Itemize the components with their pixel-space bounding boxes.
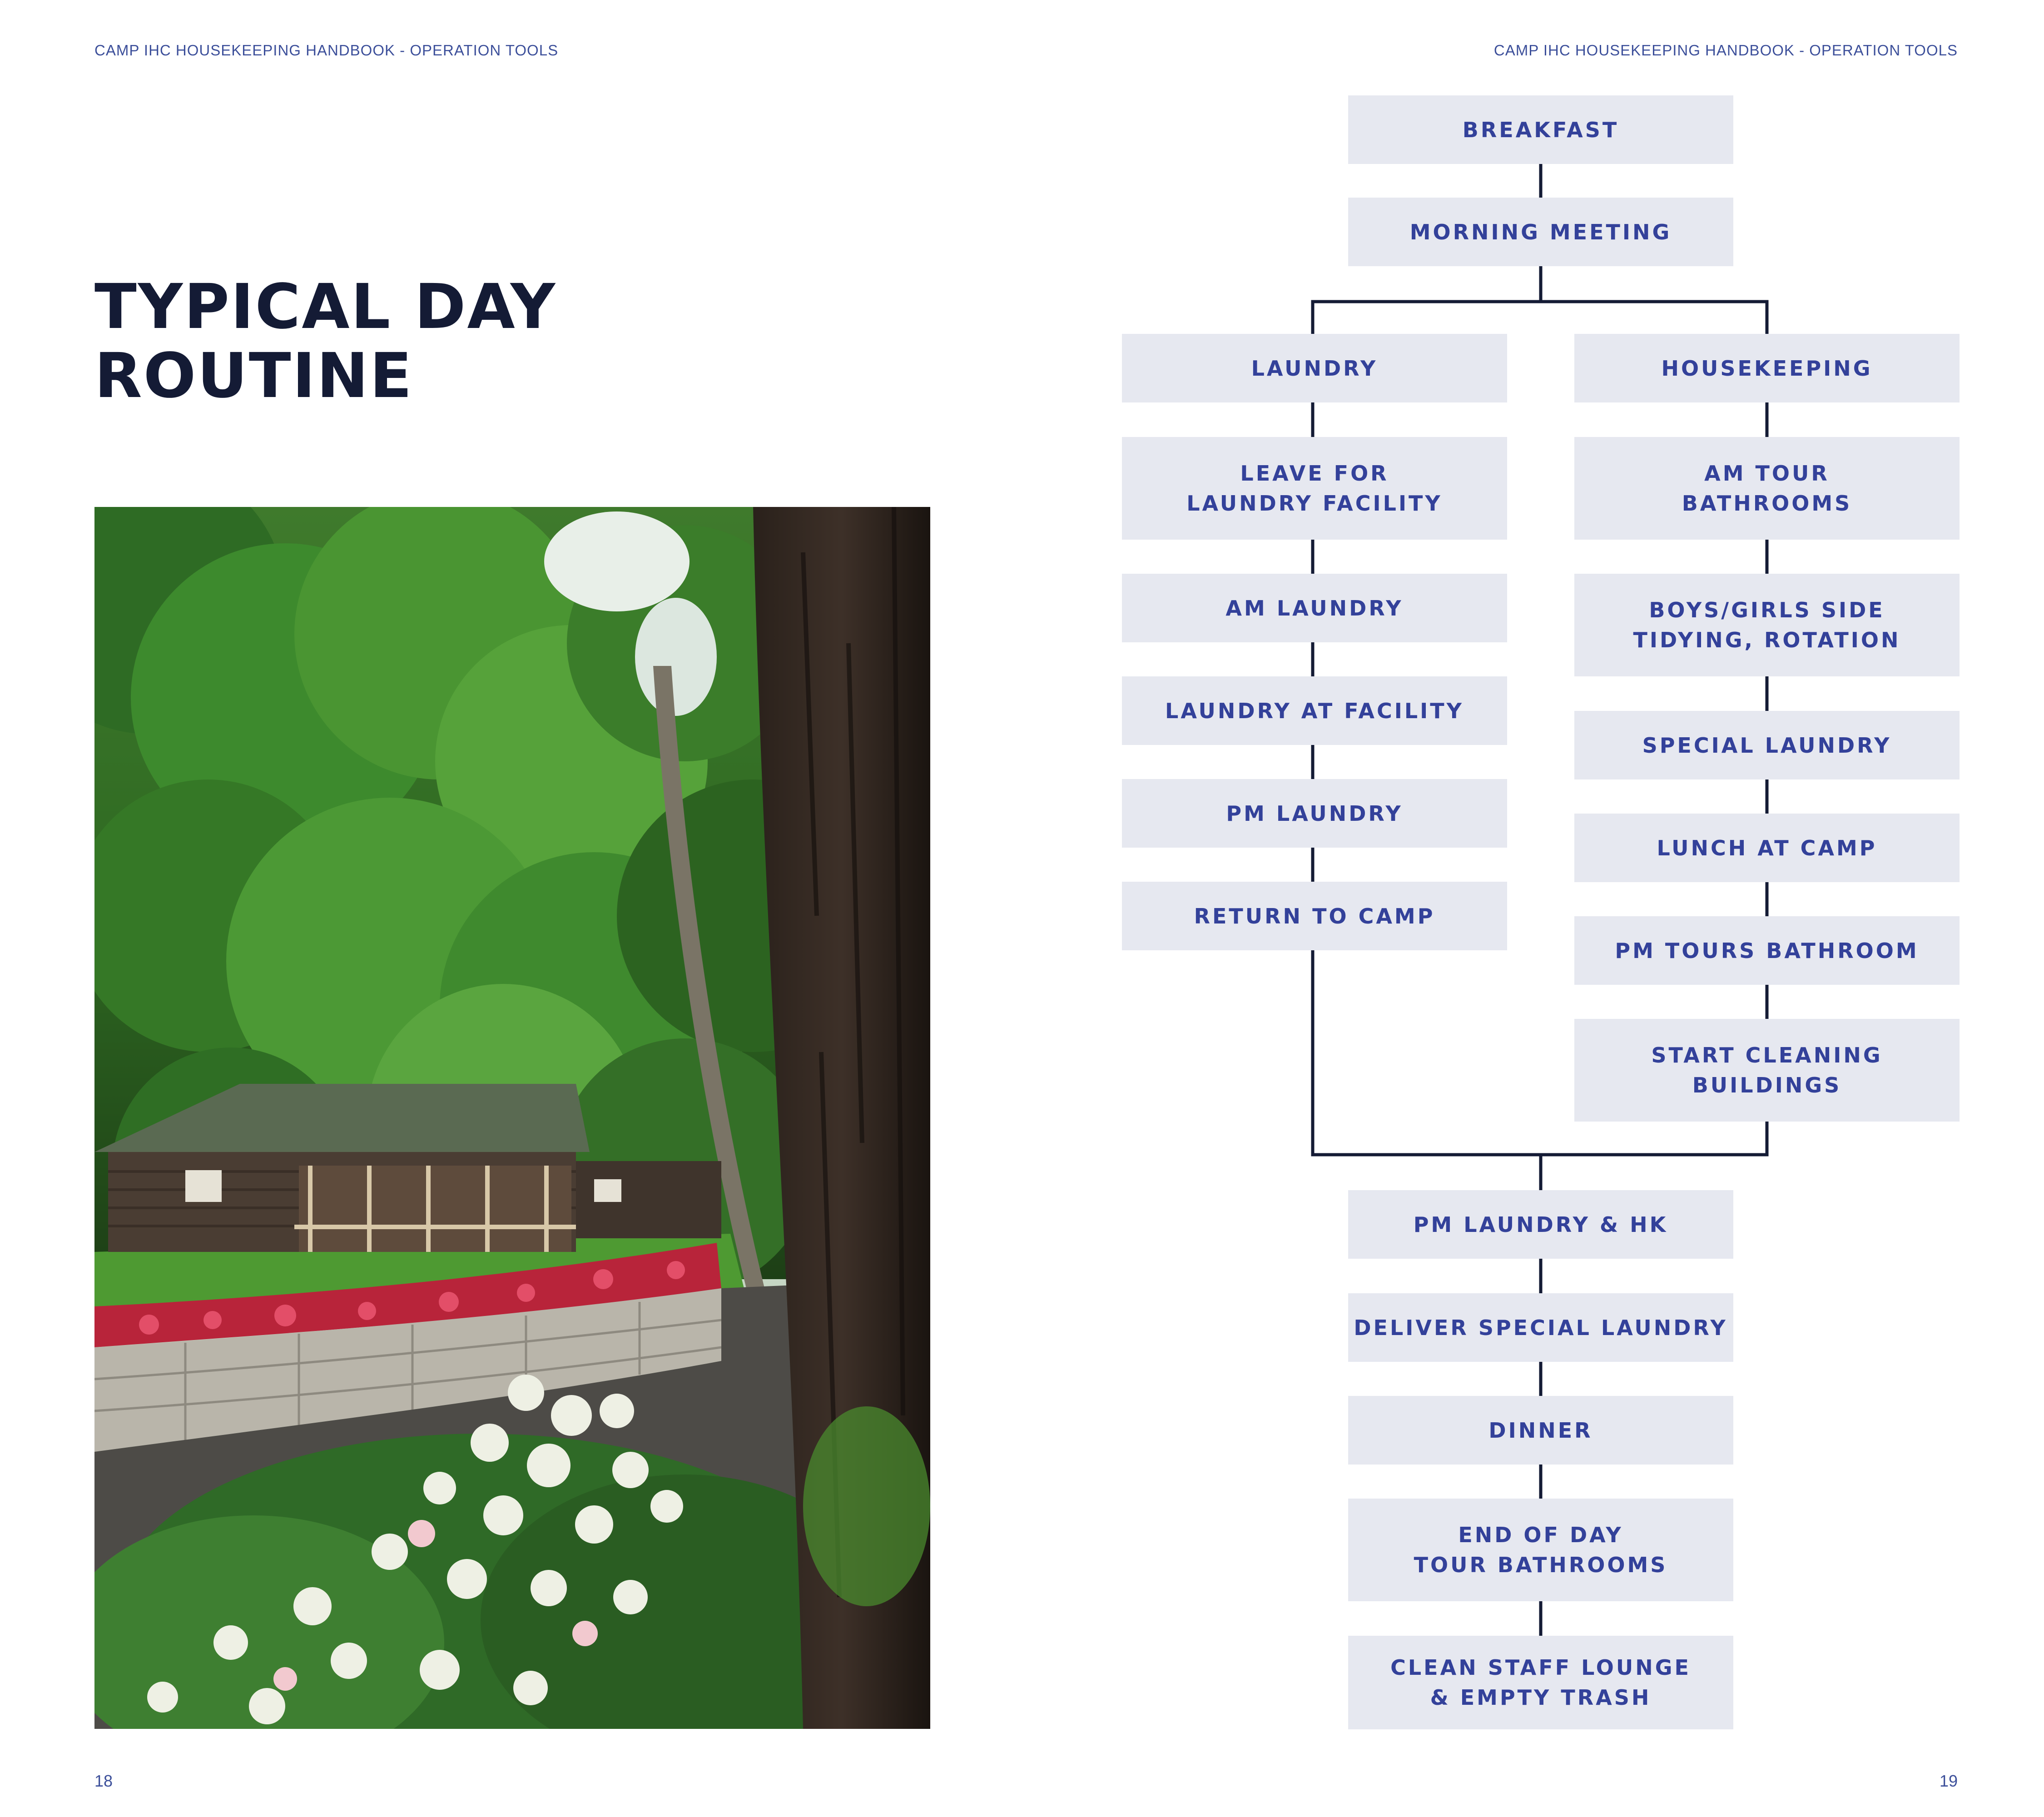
camp-cabin-illustration	[94, 507, 930, 1729]
laundry-step-at-facility: LAUNDRY AT FACILITY	[1122, 676, 1507, 745]
laundry-step-leave-facility: LEAVE FOR LAUNDRY FACILITY	[1122, 437, 1507, 540]
evening-step-deliver-special-laundry: DELIVER SPECIAL LAUNDRY	[1348, 1293, 1733, 1362]
hk-step-side-tidying: BOYS/GIRLS SIDE TIDYING, ROTATION	[1574, 574, 1960, 676]
running-header-left: CAMP IHC HOUSEKEEPING HANDBOOK - OPERATION TOOLS	[94, 42, 559, 59]
page-number-right: 19	[1939, 1772, 1958, 1790]
page-title	[94, 273, 556, 411]
laundry-step-return-to-camp: RETURN TO CAMP	[1122, 882, 1507, 950]
branch-laundry-header: LAUNDRY	[1122, 334, 1507, 402]
step-breakfast: BREAKFAST	[1348, 95, 1733, 164]
hk-step-lunch-at-camp: LUNCH AT CAMP	[1574, 814, 1960, 882]
page-number-left: 18	[94, 1772, 113, 1790]
hk-step-start-cleaning-buildings: START CLEANING BUILDINGS	[1574, 1019, 1960, 1122]
camp-cabin-photo	[94, 507, 930, 1729]
evening-step-pm-laundry-hk: PM LAUNDRY & HK	[1348, 1190, 1733, 1259]
evening-step-end-of-day-tour: END OF DAY TOUR BATHROOMS	[1348, 1499, 1733, 1601]
running-header-right: CAMP IHC HOUSEKEEPING HANDBOOK - OPERATION TOOLS	[1493, 42, 1958, 59]
title-line-2: ROUTINE	[94, 340, 413, 412]
connector-meeting-split	[1313, 266, 1767, 333]
hk-step-am-tour-bathrooms: AM TOUR BATHROOMS	[1574, 437, 1960, 540]
laundry-step-am-laundry: AM LAUNDRY	[1122, 574, 1507, 642]
title-line-1: TYPICAL DAY	[94, 271, 557, 343]
hk-step-pm-tours-bathroom: PM TOURS BATHROOM	[1574, 916, 1960, 985]
hk-step-special-laundry: SPECIAL LAUNDRY	[1574, 711, 1960, 779]
laundry-step-pm-laundry: PM LAUNDRY	[1122, 779, 1507, 848]
evening-step-dinner: DINNER	[1348, 1396, 1733, 1465]
branch-housekeeping-header: HOUSEKEEPING	[1574, 334, 1960, 402]
evening-step-clean-staff-lounge: CLEAN STAFF LOUNGE & EMPTY TRASH	[1348, 1636, 1733, 1729]
step-morning-meeting: MORNING MEETING	[1348, 198, 1733, 266]
